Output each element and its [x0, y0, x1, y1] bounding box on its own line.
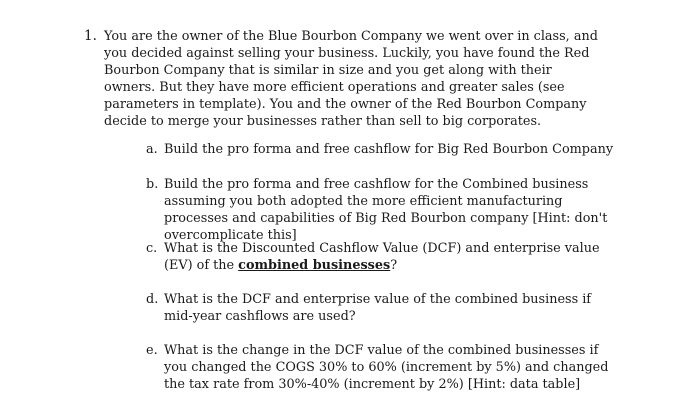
sub-question-text: What is the DCF and enterprise value of the combined business if mid-year cashflows are used?	[164, 292, 592, 324]
question-number: 1.	[84, 28, 97, 44]
sub-question-text	[164, 240, 604, 274]
sub-question-letter: a.	[146, 142, 158, 157]
sub-question-text-part: What is the Discounted Cashflow Value (DCF) and enterprise value (EV) of the	[164, 241, 600, 273]
sub-question-text-part: ?	[390, 258, 398, 273]
sub-question-letter: c.	[146, 241, 158, 256]
question-text: You are the owner of the Blue Bourbon Company we went over in class, and you decided against selling your business. Luckily, you have found the Red Bourbon Company that is similar in size and you get along with their owners. But they have more efficient operations and greater sales (see parameters in template). You and the owner of the Red Bourbon Company decide to merge your businesses rather than sell to big corporates.	[104, 29, 598, 129]
sub-question-letter: d.	[146, 292, 159, 307]
sub-question-text: Build the pro forma and free cashflow for the Combined business assuming you both adopted the more efficient manufacturing processes and capabilities of Big Red Bourbon company [Hint: don't overcomplicate this]	[164, 177, 608, 243]
sub-question-letter: b.	[146, 177, 159, 192]
emphasized-text: combined businesses	[238, 258, 391, 273]
sub-question-text: What is the change in the DCF value of the combined businesses if you changed the COGS 30% to 60% (increment by 5%) and changed the tax rate from 30%-40% (increment by 2%) [Hint: data table]	[164, 343, 609, 392]
sub-question-text: Build the pro forma and free cashflow for Big Red Bourbon Company	[164, 142, 614, 157]
sub-question-letter: e.	[146, 343, 158, 358]
